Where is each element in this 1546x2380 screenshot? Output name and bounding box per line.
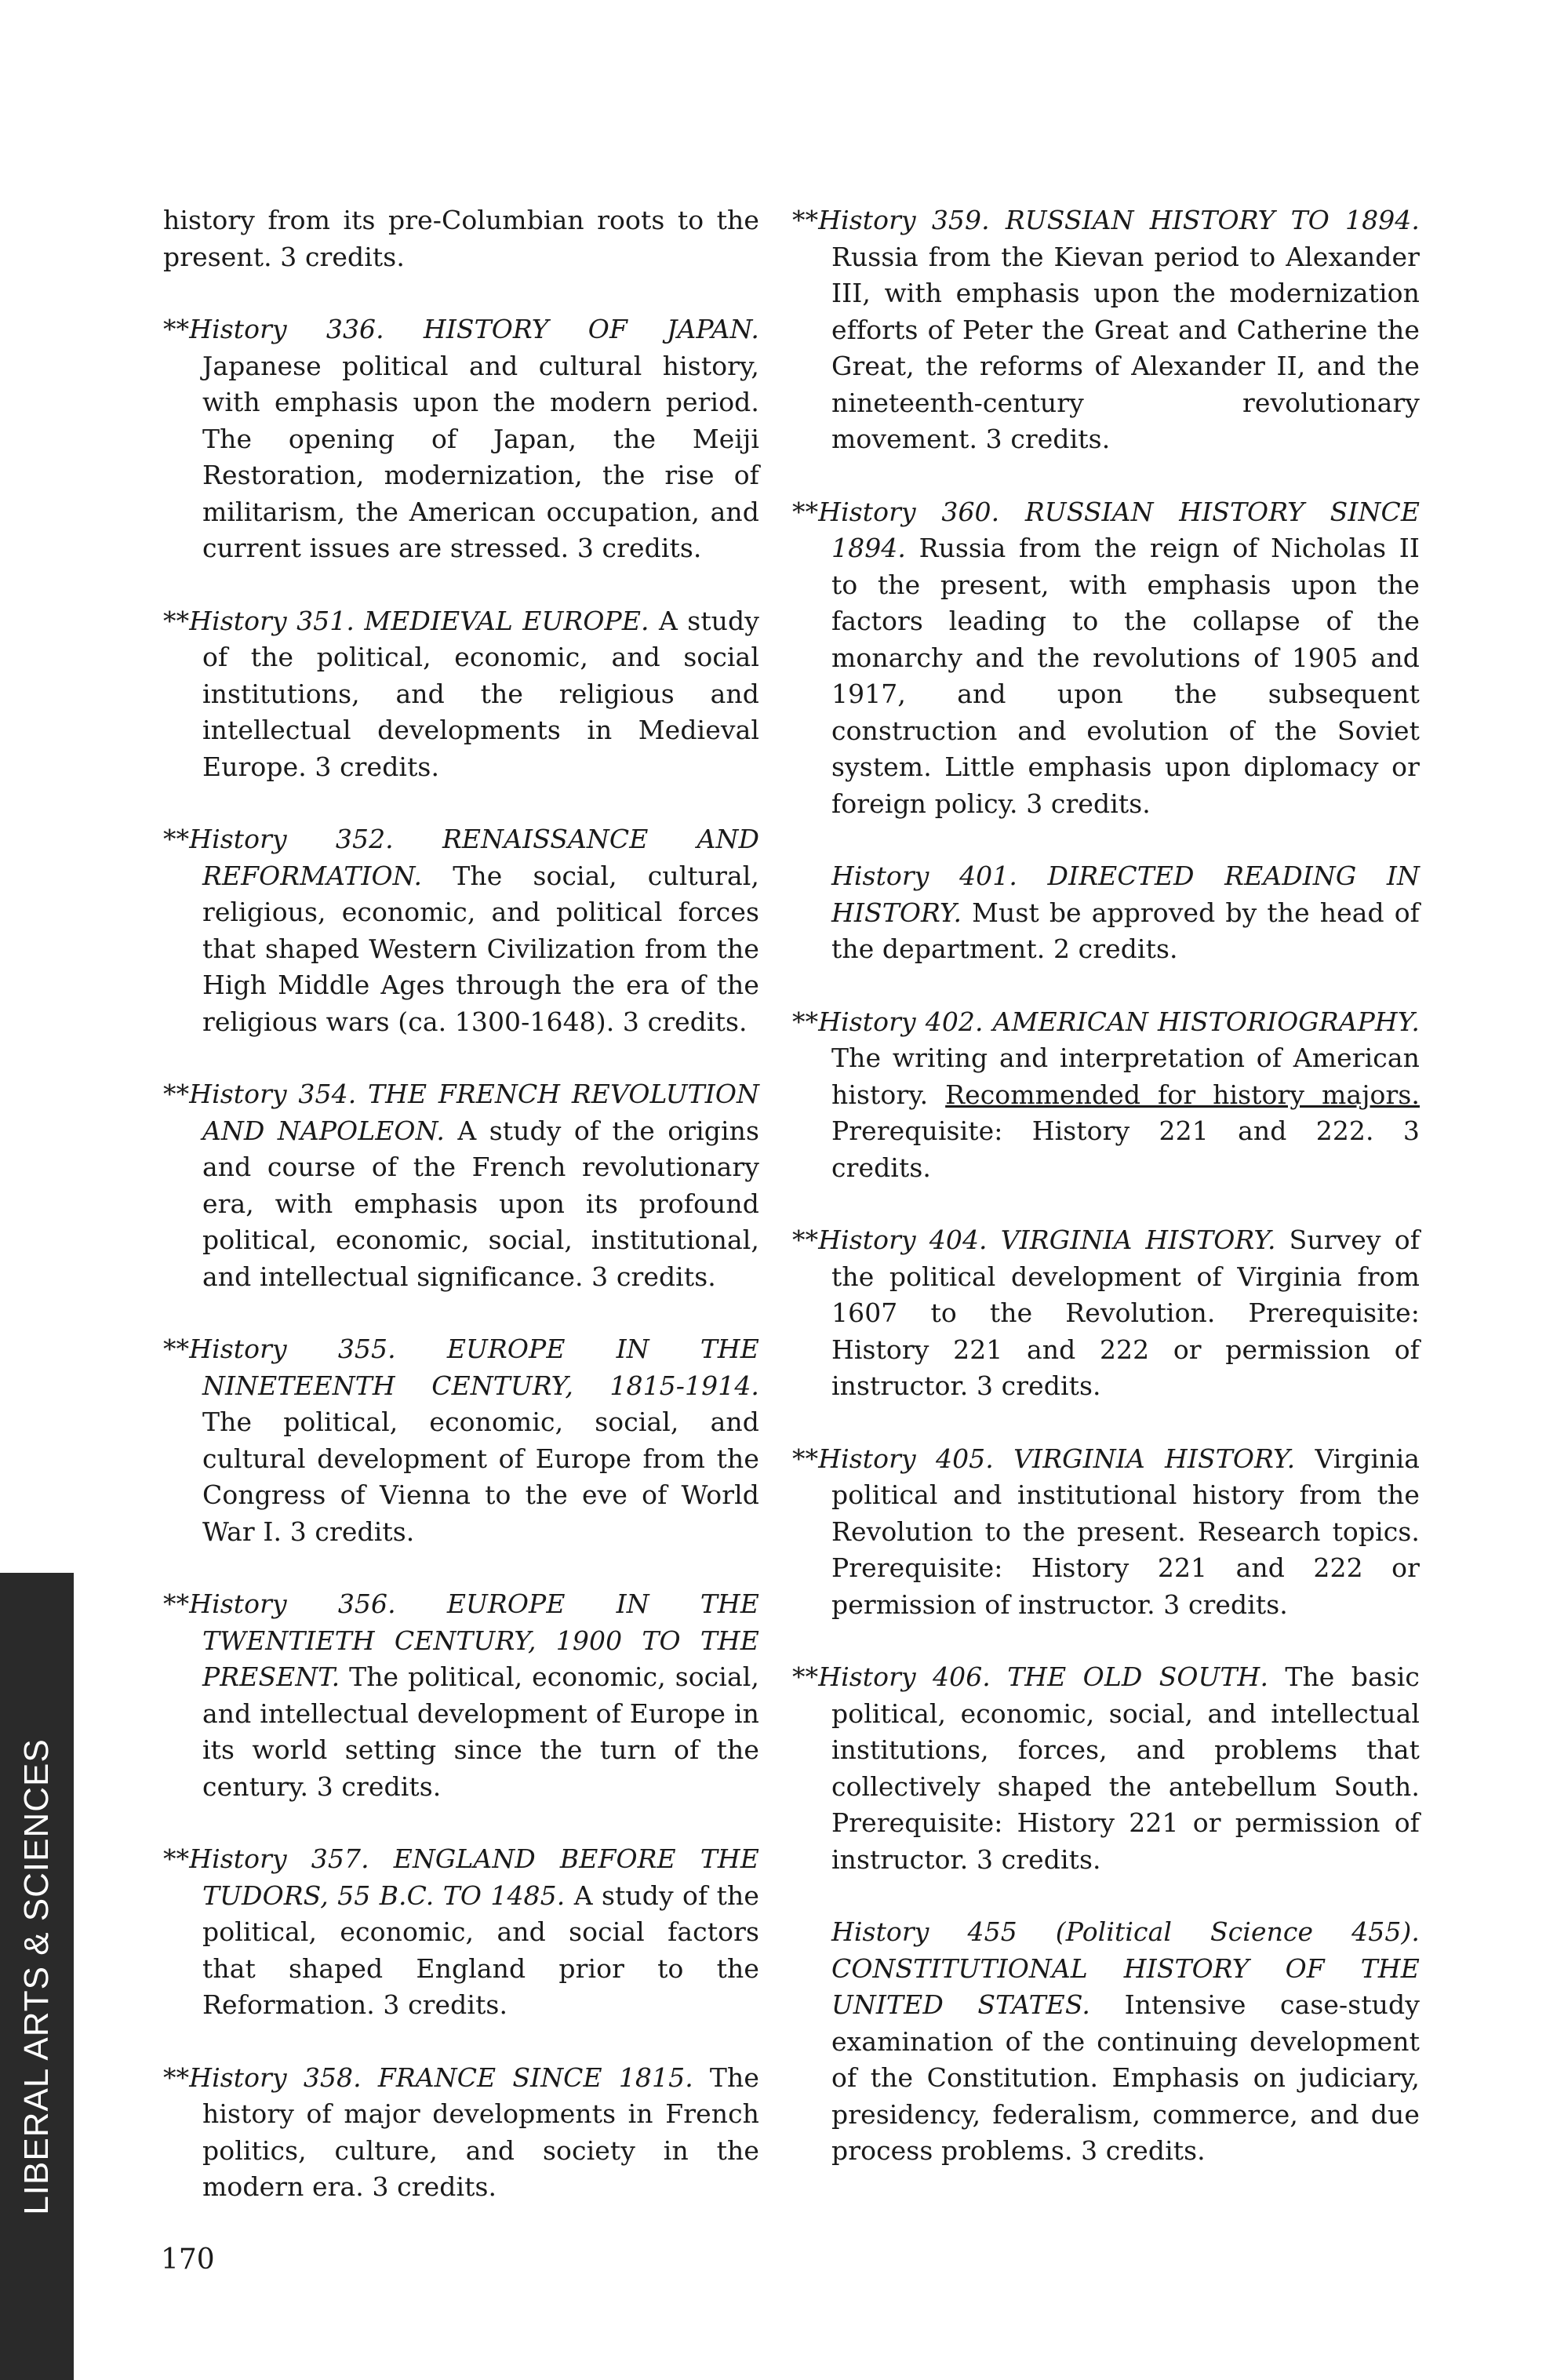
- course-number: History 359.: [818, 205, 990, 235]
- course-description: Virginia political and institutional history from the Revolution to the present. Research topics. Prerequisite: History 221 and 222 or permission of instructor. 3 credits.: [831, 1443, 1420, 1620]
- course-number: History 405.: [818, 1443, 994, 1474]
- section-side-tab-label: LIBERAL ARTS & SCIENCES: [17, 1738, 56, 2215]
- course-description: Russia from the reign of Nicholas II to the present, with emphasis upon the factors leading to the collapse of the monarchy and the revolutions of 1905 and 1917, and upon the subsequent construction and evolution of the Soviet system. Little emphasis upon diplomacy or foreign policy. 3 credits.: [831, 533, 1420, 819]
- course-number: History 355.: [189, 1334, 396, 1364]
- course-marker: **: [792, 1225, 819, 1255]
- course-title: HISTORY OF JAPAN.: [423, 314, 760, 344]
- course-title: RUSSIAN HISTORY SINCE 1894.: [831, 496, 1421, 563]
- course-marker: **: [163, 824, 190, 854]
- right-column: [792, 202, 1420, 2206]
- course-entry-history-404: [792, 1222, 1420, 1405]
- course-description: Japanese political and cultural history, with emphasis upon the modern period. The opening of Japan, the Meiji Restoration, modernization, the rise of militarism, the American occupation, and current issues are stressed. 3 credits.: [202, 350, 759, 563]
- course-description: Intensive case-study examination of the continuing development of the Constitution. Emphasis on judiciary, presidency, federalism, commerce, and due process problems. 3 credits.: [831, 1989, 1420, 2166]
- course-number: History 354.: [189, 1079, 357, 1109]
- course-prerequisite: Prerequisite: History 221 and 222. 3 credits.: [831, 1115, 1420, 1183]
- left-column: [163, 202, 759, 2242]
- course-marker: **: [163, 1588, 190, 1619]
- course-number: History 402.: [818, 1006, 984, 1037]
- course-entry-history-455: [792, 1914, 1420, 2170]
- course-description: Survey of the political development of Virginia from 1607 to the Revolution. Prerequisite: History 221 and 222 or permission of instructor. 3 credits.: [831, 1225, 1421, 1401]
- course-description: Must be approved by the head of the department. 2 credits.: [831, 897, 1420, 964]
- course-entry-history-359: [792, 202, 1420, 458]
- course-description: The social, cultural, religious, economic, and political forces that shaped Western Civilization from the High Middle Ages through the era of the religious wars (ca. 1300-1648). 3 credits.: [202, 860, 760, 1037]
- course-number: History 356.: [189, 1588, 396, 1619]
- course-marker: **: [163, 2062, 190, 2093]
- course-title: AMERICAN HISTORIOGRAPHY.: [992, 1006, 1420, 1037]
- course-number: History 336.: [189, 314, 384, 344]
- course-marker: **: [163, 605, 190, 636]
- course-description: Russia from the Kievan period to Alexander III, with emphasis upon the modernization efforts of Peter the Great and Catherine the Great, the reforms of Alexander II, and the nineteenth-century revolutionary movement. 3 credits.: [831, 241, 1420, 454]
- course-number: History 352.: [189, 824, 394, 854]
- course-title: MEDIEVAL EUROPE.: [364, 605, 649, 636]
- course-title: FRANCE SINCE 1815.: [377, 2062, 693, 2093]
- course-description: The political, economic, social, and intellectual development of Europe in its world setting since the turn of the century. 3 credits.: [202, 1661, 759, 1802]
- course-number: History 360.: [818, 496, 1000, 527]
- course-title: RENAISSANCE AND REFORMATION.: [202, 824, 760, 891]
- page-number: 170: [161, 2244, 215, 2276]
- course-entry-history-402: [792, 1004, 1420, 1187]
- course-entry-history-360: [792, 494, 1420, 823]
- course-entry-history-357: [163, 1841, 759, 2024]
- course-marker: **: [792, 1443, 819, 1474]
- course-number: History 351.: [189, 605, 355, 636]
- course-marker: **: [163, 1079, 190, 1109]
- course-entry-history-336: [163, 311, 759, 567]
- course-description: The history of major developments in French politics, culture, and society in the modern era. 3 credits.: [202, 2062, 760, 2202]
- course-number: History 358.: [189, 2062, 362, 2093]
- recommendation-note: Recommended for history majors.: [945, 1079, 1420, 1110]
- course-marker: **: [163, 1334, 190, 1364]
- course-entry-history-406: [792, 1659, 1420, 1878]
- course-marker: **: [792, 496, 819, 527]
- course-number: History 404.: [818, 1225, 988, 1255]
- course-number: History 455 (Political Science 455).: [831, 1916, 1420, 1947]
- course-entry-history-358: [163, 2060, 759, 2206]
- course-entry-history-352: [163, 821, 759, 1040]
- course-description: The writing and interpretation of American history.: [831, 1043, 1420, 1110]
- course-number: History 357.: [189, 1843, 369, 1874]
- course-entry-history-401: [792, 858, 1420, 968]
- course-title: EUROPE IN THE NINETEENTH CENTURY, 1815-1914.: [202, 1334, 759, 1401]
- course-description: The political, economic, social, and cultural development of Europe from the Congress of Vienna to the eve of World War I. 3 credits.: [202, 1407, 759, 1547]
- course-description: A study of the origins and course of the French revolutionary era, with emphasis upon its profound political, economic, social, institutional, and intellectual significance. 3 credits.: [202, 1115, 759, 1292]
- course-title: VIRGINIA HISTORY.: [1000, 1225, 1276, 1255]
- course-title: CONSTITUTIONAL HISTORY OF THE UNITED STATES.: [831, 1952, 1420, 2020]
- course-number: History 401.: [831, 861, 1017, 891]
- course-title: VIRGINIA HISTORY.: [1013, 1443, 1296, 1474]
- course-title: EUROPE IN THE TWENTIETH CENTURY, 1900 TO THE PRESENT.: [202, 1588, 759, 1692]
- course-title: RUSSIAN HISTORY TO 1894.: [1005, 205, 1420, 235]
- course-marker: **: [792, 1661, 819, 1692]
- course-entry-history-356: [163, 1586, 759, 1805]
- course-entry-history-355: [163, 1331, 759, 1550]
- course-title: THE OLD SOUTH.: [1007, 1661, 1269, 1692]
- course-marker: **: [163, 1843, 190, 1874]
- course-marker: **: [792, 1006, 819, 1037]
- course-description: The basic political, economic, social, and intellectual institutions, forces, and problems that collectively shaped the antebellum South. Prerequisite: History 221 or permission of instructor. 3 credits.: [831, 1661, 1420, 1875]
- course-marker: **: [792, 205, 819, 235]
- course-entry-history-351: [163, 603, 759, 786]
- course-title: THE FRENCH REVOLUTION AND NAPOLEON.: [202, 1079, 759, 1146]
- course-entry-history-354: [163, 1076, 759, 1295]
- course-title: ENGLAND BEFORE THE TUDORS, 55 B.C. TO 1485.: [202, 1843, 760, 1911]
- course-entry-history-405: [792, 1441, 1420, 1624]
- course-title: DIRECTED READING IN HISTORY.: [831, 861, 1421, 928]
- course-description: A study of the political, economic, and social institutions, and the religious and intellectual developments in Medieval Europe. 3 credits.: [202, 605, 760, 782]
- course-number: History 406.: [818, 1661, 991, 1692]
- course-description: A study of the political, economic, and social factors that shaped England prior to the Reformation. 3 credits.: [202, 1880, 760, 2020]
- course-marker: **: [163, 314, 190, 344]
- continuation-text: history from its pre-Columbian roots to the present. 3 credits.: [163, 205, 759, 272]
